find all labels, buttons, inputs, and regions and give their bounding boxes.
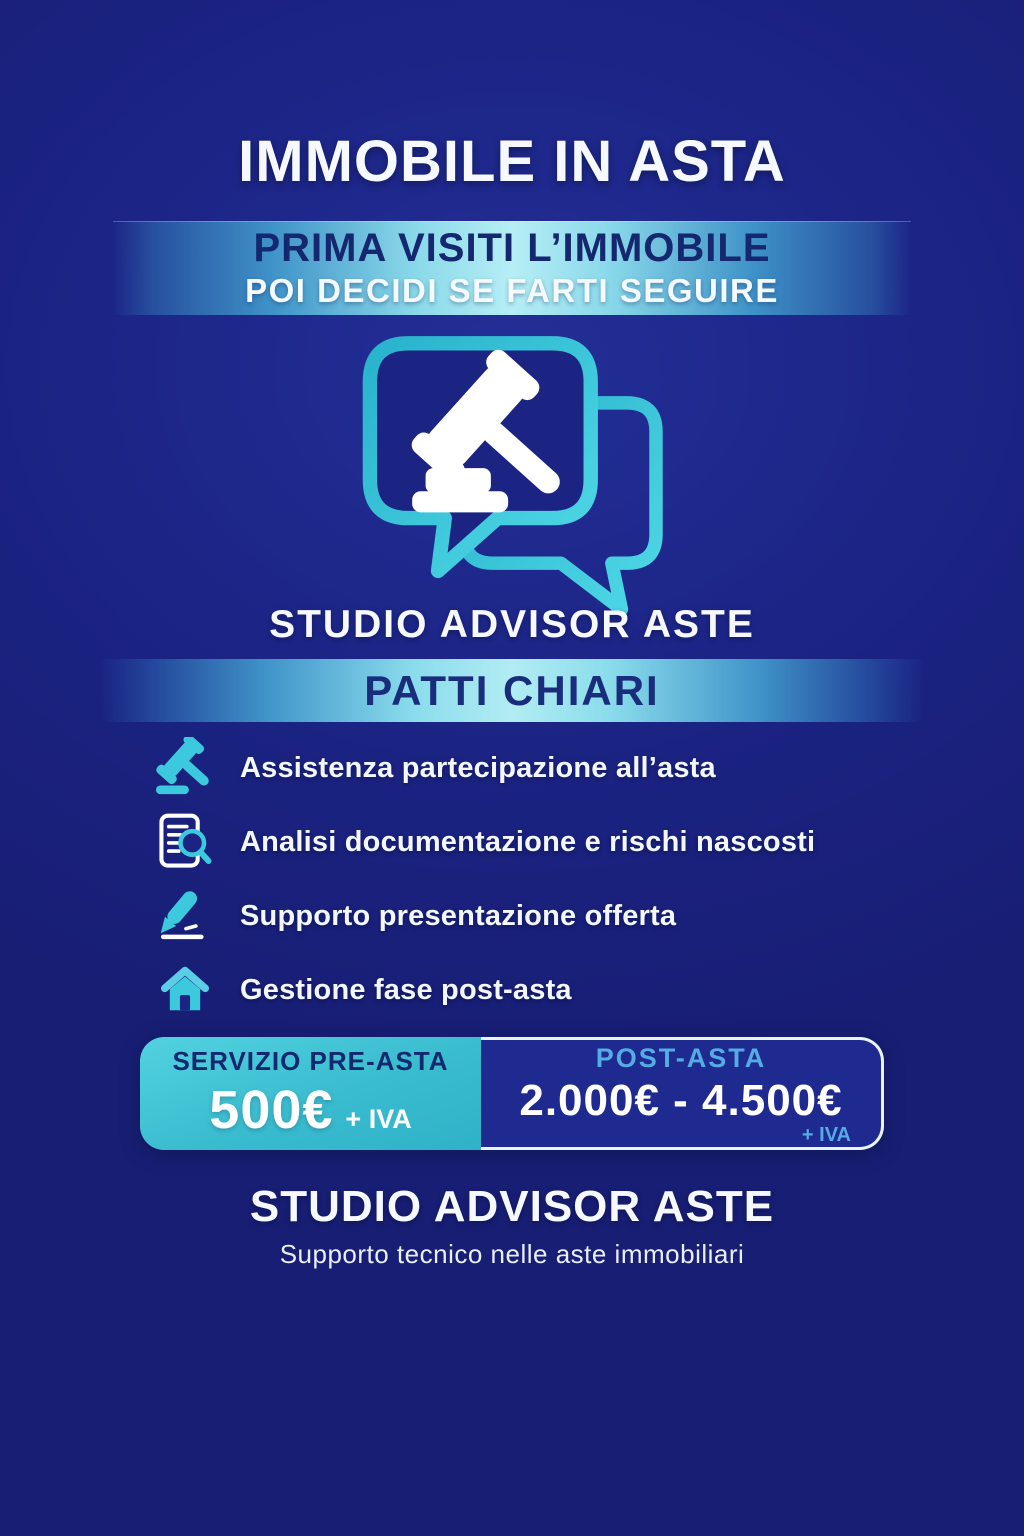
post-asta-vat: + IVA [801, 1123, 851, 1146]
post-asta-price-box [481, 1037, 884, 1150]
hero-banner [113, 221, 911, 315]
service-label: Supporto presentazione offerta [240, 899, 677, 932]
footer-brand-name: STUDIO ADVISOR ASTE [249, 1182, 775, 1231]
pre-asta-price-row [209, 1079, 411, 1141]
list-item [150, 885, 930, 947]
list-item [150, 959, 930, 1021]
document-search-icon [150, 813, 220, 871]
service-label: Analisi documentazione e rischi nascosti [240, 825, 816, 858]
page-title: IMMOBILE IN ASTA [238, 129, 786, 194]
pre-asta-price-box [140, 1037, 481, 1150]
pre-asta-label: SERVIZIO PRE-ASTA [172, 1046, 449, 1076]
chat-bubbles-gavel-icon [347, 328, 677, 621]
main-icon-container [0, 328, 1024, 621]
pre-asta-amount: 500€ [209, 1080, 334, 1140]
service-label: Assistenza partecipazione all’asta [240, 751, 716, 784]
pricing-panel [140, 1037, 884, 1150]
footer-subtitle: Supporto tecnico nelle aste immobiliari [279, 1239, 745, 1269]
post-asta-label: POST-ASTA [595, 1042, 767, 1073]
list-item [150, 811, 930, 873]
hero-banner-line1: PRIMA VISITI L’IMMOBILE [253, 226, 771, 270]
gavel-icon [150, 737, 220, 799]
tagline-banner: PATTI CHIARI [100, 659, 924, 722]
post-asta-amount: 2.000€ - 4.500€ [519, 1075, 843, 1125]
house-icon [150, 963, 220, 1017]
footer [0, 1182, 1024, 1270]
services-list [150, 737, 930, 1033]
pre-asta-vat: + IVA [345, 1104, 412, 1134]
hero-banner-line2: POI DECIDI SE FARTI SEGUIRE [245, 272, 779, 309]
brand-heading: STUDIO ADVISOR ASTE [269, 603, 755, 646]
service-label: Gestione fase post-asta [240, 973, 572, 1006]
list-item [150, 737, 930, 799]
pen-icon [150, 887, 220, 945]
